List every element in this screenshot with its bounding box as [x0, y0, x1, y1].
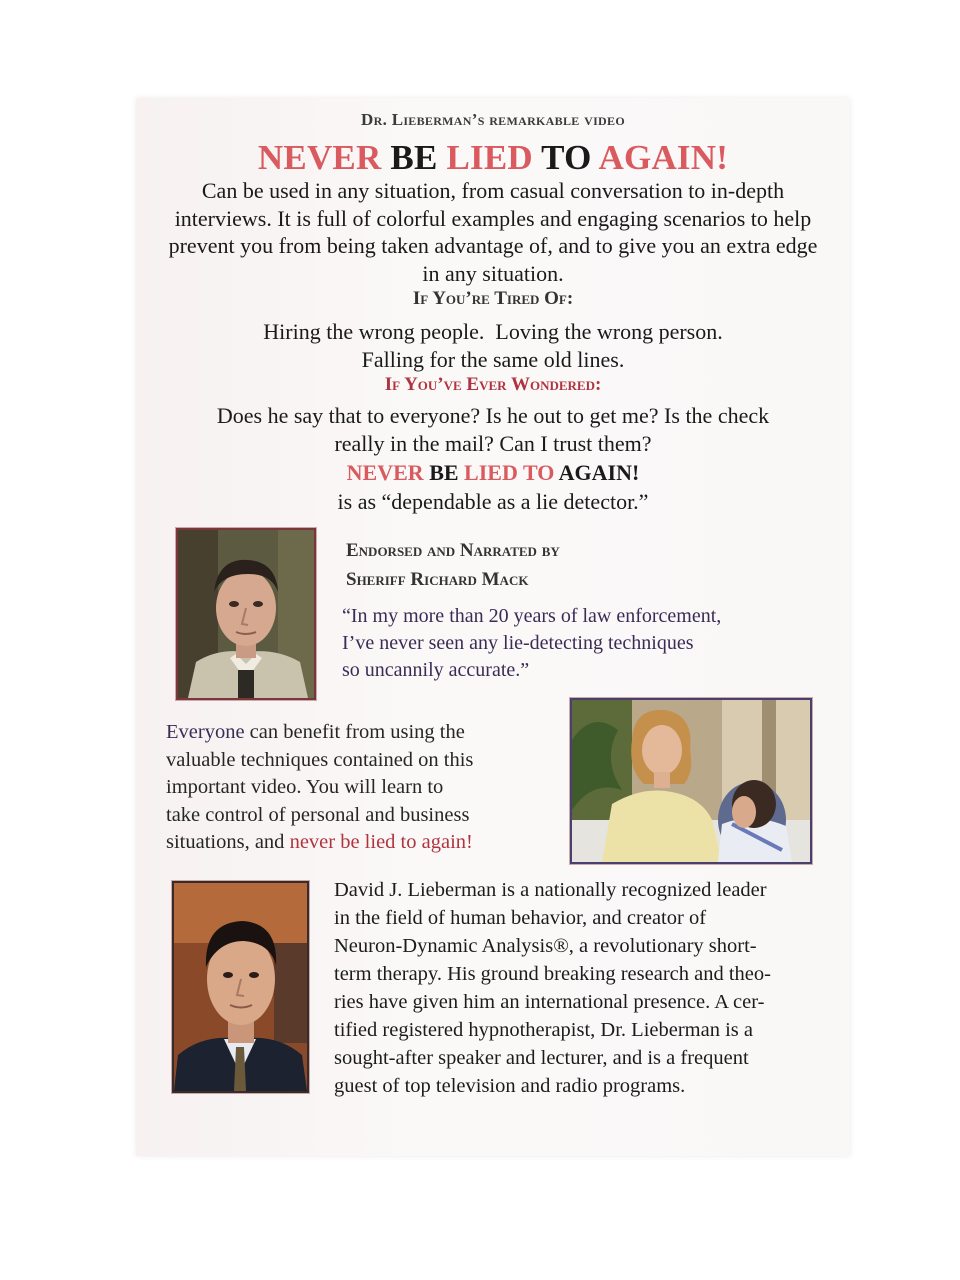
- bio-line: tified registered hypnotherapist, Dr. Lieberman is a: [334, 1019, 753, 1041]
- bio-line: ries have given him an international presence. A cer-: [334, 991, 765, 1013]
- headline-repeat: [136, 460, 850, 486]
- wondered-line: really in the mail? Can I trust them?: [334, 431, 652, 456]
- tired-heading: If You’re Tired Of:: [412, 288, 574, 309]
- benefit-line-rest: can benefit from using the: [244, 721, 465, 743]
- wondered-body: [166, 402, 820, 458]
- lie-detector-quote: is as “dependable as a lie detector.”: [337, 489, 649, 514]
- benefit-line-start: situations, and: [166, 831, 290, 854]
- sheriff-quote: [342, 603, 822, 684]
- kicker-text: Dr. Lieberman’s remarkable video: [361, 110, 625, 129]
- tired-body: [176, 318, 810, 374]
- benefit-line: valuable techniques contained on this: [166, 748, 474, 771]
- benefit-paragraph: [166, 719, 566, 857]
- headline-word: BE: [390, 138, 438, 177]
- headline-word: BE: [429, 460, 459, 485]
- benefit-highlight: never be lied to again!: [289, 831, 473, 854]
- headline-word: LIED: [446, 138, 533, 177]
- narrator-name: Sheriff Richard Mack: [346, 569, 529, 590]
- headline-word: AGAIN!: [598, 138, 729, 177]
- benefit-line: [166, 719, 566, 747]
- sheriff-photo: [176, 528, 316, 700]
- bio-line: sought-after speaker and lecturer, and is a frequent: [334, 1047, 749, 1069]
- lieberman-photo: [172, 881, 309, 1093]
- headline-word: LIED: [464, 460, 518, 485]
- endorsed-by-label: Endorsed and Narrated by: [346, 540, 560, 561]
- bio-line: Neuron-Dynamic Analysis®, a revolutionary short-: [334, 935, 757, 957]
- headline-word: TO: [541, 138, 592, 177]
- quote-line: “In my more than 20 years of law enforcement,: [342, 605, 722, 627]
- benefit-lead-word: Everyone: [166, 721, 245, 743]
- bio-line: guest of top television and radio programs.: [334, 1075, 686, 1097]
- headline: [136, 138, 850, 178]
- bio-line: in the field of human behavior, and creator of: [334, 907, 707, 929]
- tired-line: Hiring the wrong people. Loving the wrong person.: [263, 319, 723, 344]
- tired-line: Falling for the same old lines.: [361, 347, 625, 372]
- video-still-photo: [570, 698, 812, 864]
- wondered-line: Does he say that to everyone? Is he out to get me? Is the check: [216, 403, 770, 428]
- benefit-line: take control of personal and business: [166, 803, 470, 826]
- benefit-line: [166, 829, 566, 857]
- wondered-heading: If You’ve Ever Wondered:: [384, 374, 602, 395]
- bio-line: term therapy. His ground breaking research and theo-: [334, 963, 771, 985]
- bio-line: David J. Lieberman is a nationally recognized leader: [334, 879, 767, 901]
- dvd-back-cover: [136, 98, 850, 1156]
- author-bio: [334, 876, 854, 1100]
- benefit-line: important video. You will learn to: [166, 776, 444, 799]
- headline-word: TO: [522, 460, 555, 485]
- intro-paragraph: Can be used in any situation, from casual conversation to in-depth interviews. It is full of colorful examples and engaging scenarios to help prevent you from being taken advantage of, and to give you an extra edge in any situation.: [168, 178, 818, 287]
- headline-word: NEVER: [257, 138, 382, 177]
- headline-word: AGAIN!: [558, 460, 640, 485]
- quote-line: so uncannily accurate.”: [342, 659, 530, 681]
- quote-line: I’ve never seen any lie-detecting techniques: [342, 632, 694, 654]
- headline-word: NEVER: [346, 460, 424, 485]
